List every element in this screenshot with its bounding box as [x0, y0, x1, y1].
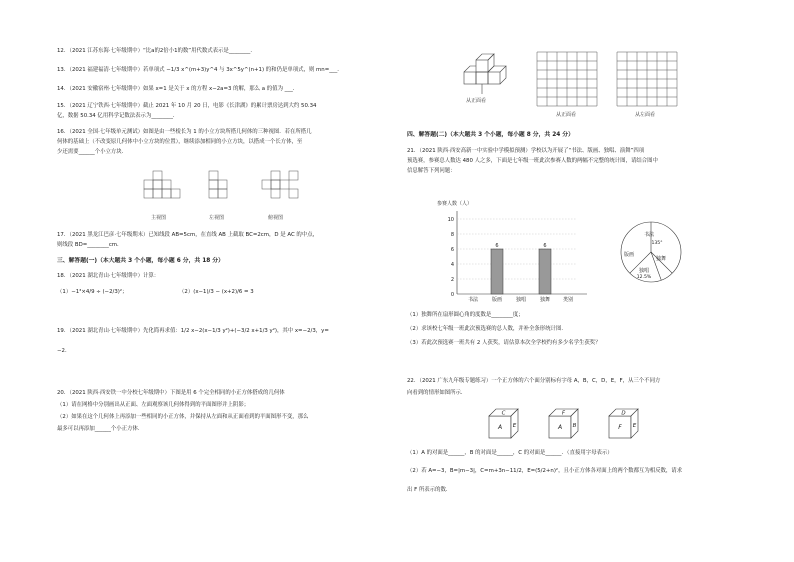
question-17-line2: 则线段 BD=________cm． — [57, 242, 123, 248]
cube-letter-front: A — [497, 424, 503, 431]
front-view-figure — [142, 171, 192, 211]
question-20-line1: 20．（2021 陕西·西安铁一中分校七年级期中）下图是用 6 个完全相同的小正方体搭成的几何体 — [57, 390, 285, 396]
x-tick-label: 独唱 — [515, 297, 527, 303]
question-22-line2: 向看到的情形如图所示． — [407, 390, 467, 396]
x-tick-label: 独舞 — [539, 297, 551, 303]
cube-letter-side: E — [512, 423, 517, 429]
y-tick-label: 6 — [450, 246, 454, 253]
question-21-line3: 信息解答下列问题： — [407, 168, 456, 174]
bar-value-label: 6 — [543, 243, 547, 249]
question-20-line3: （2）如果在这个几何体上再添加一些相同的小正方体，并保持从左面和从正面看到的平面图形不变，那么 — [57, 414, 309, 420]
cube-letter-front: A — [557, 424, 563, 431]
top-view-figure — [260, 171, 310, 211]
x-tick-label: 版画 — [491, 297, 503, 303]
figure-caption-front-left: 从正面看 — [466, 98, 487, 104]
question-20-line4: 最多可以再添加______个小正方体． — [57, 426, 144, 432]
section-3-heading: 三、解答题(一)（本大题共 3 个小题，每小题 6 分，共 18 分） — [57, 258, 224, 264]
question-21-part3: （3）若此次预选赛一班共有 2 人获奖，请估算本次全学校约有多少名学生获奖？ — [407, 340, 601, 346]
question-18-part1: （1）−1³×4/9 ÷ (−2/3)²； — [57, 289, 128, 295]
question-13: 13．（2021 福建福清·七年级期中）若单项式 −1/3 x^(m+3)y^4 与 3x^5y^(n+1) 的和仍是单项式，则 mn=___． — [57, 67, 343, 73]
bar-chart — [437, 199, 607, 309]
question-18-part2: （2）(x−1)/3 − (x+2)/6 = 3 — [179, 289, 254, 295]
question-17-line1: 17．（2021 黑龙江巴彦·七年级期末）已知线段 AB=5cm，在直线 AB 上截取 BC=2cm，D 是 AC 的中点， — [57, 232, 318, 238]
cube-views-figure — [485, 406, 665, 446]
bar-版画 — [491, 249, 503, 294]
question-21-line2: 预选赛，参赛总人数达 480 人之多，下面是七年级一班此次参赛人数的两幅不完整的统计图，请结合图中 — [407, 158, 658, 164]
pie-chart — [617, 216, 687, 288]
y-tick-label: 10 — [447, 216, 454, 223]
x-tick-label: 书法 — [467, 297, 479, 303]
view-label-top: 俯视图 — [268, 215, 284, 221]
cube-letter-top: D — [621, 410, 626, 417]
cube-letter-side: E — [632, 423, 637, 429]
y-tick-label: 4 — [450, 261, 454, 268]
question-21-part1: （1）独舞所在扇形圆心角的度数是________度； — [407, 312, 524, 318]
y-axis-label: 参赛人数（人） — [437, 201, 473, 207]
front-view-grid[interactable] — [537, 52, 601, 108]
question-22-part2: （2）若 A=−3，B=|m−3|，C=m+3n−11/2，E=(5/2+n)²，且小正方体各对面上的两个数都互为相反数，请求 — [407, 468, 683, 474]
pie-label: 独唱 — [638, 268, 650, 274]
question-15-line2: 亿，数据 50.34 亿用科学记数法表示为________． — [57, 113, 179, 119]
left-view-grid[interactable] — [617, 52, 681, 108]
question-16-line3: 少还需要______个小立方块． — [57, 149, 128, 155]
pie-label: 书法 — [643, 232, 655, 238]
y-tick-label: 0 — [450, 291, 454, 298]
bar-value-label: 6 — [495, 243, 499, 249]
cube-letter-front: F — [618, 424, 622, 431]
question-12: 12．（2021 江苏东海·七年级期中）“比a的2倍小1的数”用代数式表示是________． — [57, 48, 256, 54]
cube-letter-top: C — [501, 410, 506, 417]
stacked-cubes-figure — [459, 54, 519, 94]
question-14: 14．（2021 安徽宿州·七年级期中）如果 x=1 是关于 x 的方程 x−2a=3 的解，那么 a 的值为 ___． — [57, 86, 299, 92]
pie-annotation-percent: 12.5% — [636, 275, 652, 280]
grid-caption-front: 从正面看 — [556, 112, 577, 118]
y-tick-label: 2 — [450, 276, 454, 283]
question-22-part3: 出 F 所表示的数． — [407, 487, 452, 493]
pie-label: 版画 — [623, 252, 635, 258]
question-19-line2: −2． — [57, 348, 71, 354]
cube-letter-top: F — [561, 410, 566, 417]
view-label-left: 左视图 — [209, 215, 225, 221]
question-19-line1: 19．（2021 湖北青山·七年级期中）先化简再求值：1/2 x−2(x−1/3 y²)+(−3/2 x+1/3 y²)，其中 x=−2/3，y= — [57, 328, 329, 334]
question-18: 18．（2021 湖北青山·七年级期中）计算： — [57, 273, 160, 279]
cube-letter-side: B — [572, 423, 577, 429]
question-22-part1: （1）A 的对面是______，B 的对面是______，C 的对面是______．（直接用字母表示） — [407, 450, 613, 456]
pie-annotation-angle: 135° — [651, 241, 663, 246]
grid-caption-left: 从左面看 — [635, 112, 656, 118]
x-axis-label: 类别 — [563, 297, 574, 303]
question-15-line1: 15．（2021 辽宁铁西·七年级期中）截止 2021 年 10 月 20 日，电影《长津湖》的累计票房达到大约 50.34 — [57, 103, 317, 109]
view-label-front: 主视图 — [151, 215, 167, 221]
section-4-heading: 四、解答题(二)（本大题共 3 个小题，每小题 8 分，共 24 分） — [407, 132, 574, 138]
question-16-line2: 何体的基础上（不改变原几何体中小立方块的位置），继续添加相同的小立方块，以搭成一个长方体，至 — [57, 139, 303, 145]
question-21-line1: 21．（2021 陕西·西安高新一中实验中学模拟预测）学校以为开展了“书法、版画、独唱、演舞”四项 — [407, 148, 645, 154]
question-21-part2: （2）求该校七年级一班此次预选赛的总人数，并补全条形统计图． — [407, 326, 567, 332]
y-tick-label: 8 — [450, 231, 454, 238]
bar-独舞 — [539, 249, 551, 294]
left-view-figure — [207, 171, 237, 211]
question-20-line2: （1）请在网格中分别画出从正面、左面观察该几何体得到的平面图形并上阴影； — [57, 402, 250, 408]
question-16-line1: 16．（2021 全国·七年级单元测试）如图是由一些棱长为 1 的小立方块所搭几何体的三种视图．若在所搭几 — [57, 129, 312, 135]
question-22-line1: 22．（2021 广东九年级专题练习）一个正方体的六个面分别标有字母 A，B，C，D，E，F，从三个不同方 — [407, 378, 661, 384]
pie-label: 独舞 — [655, 256, 667, 262]
